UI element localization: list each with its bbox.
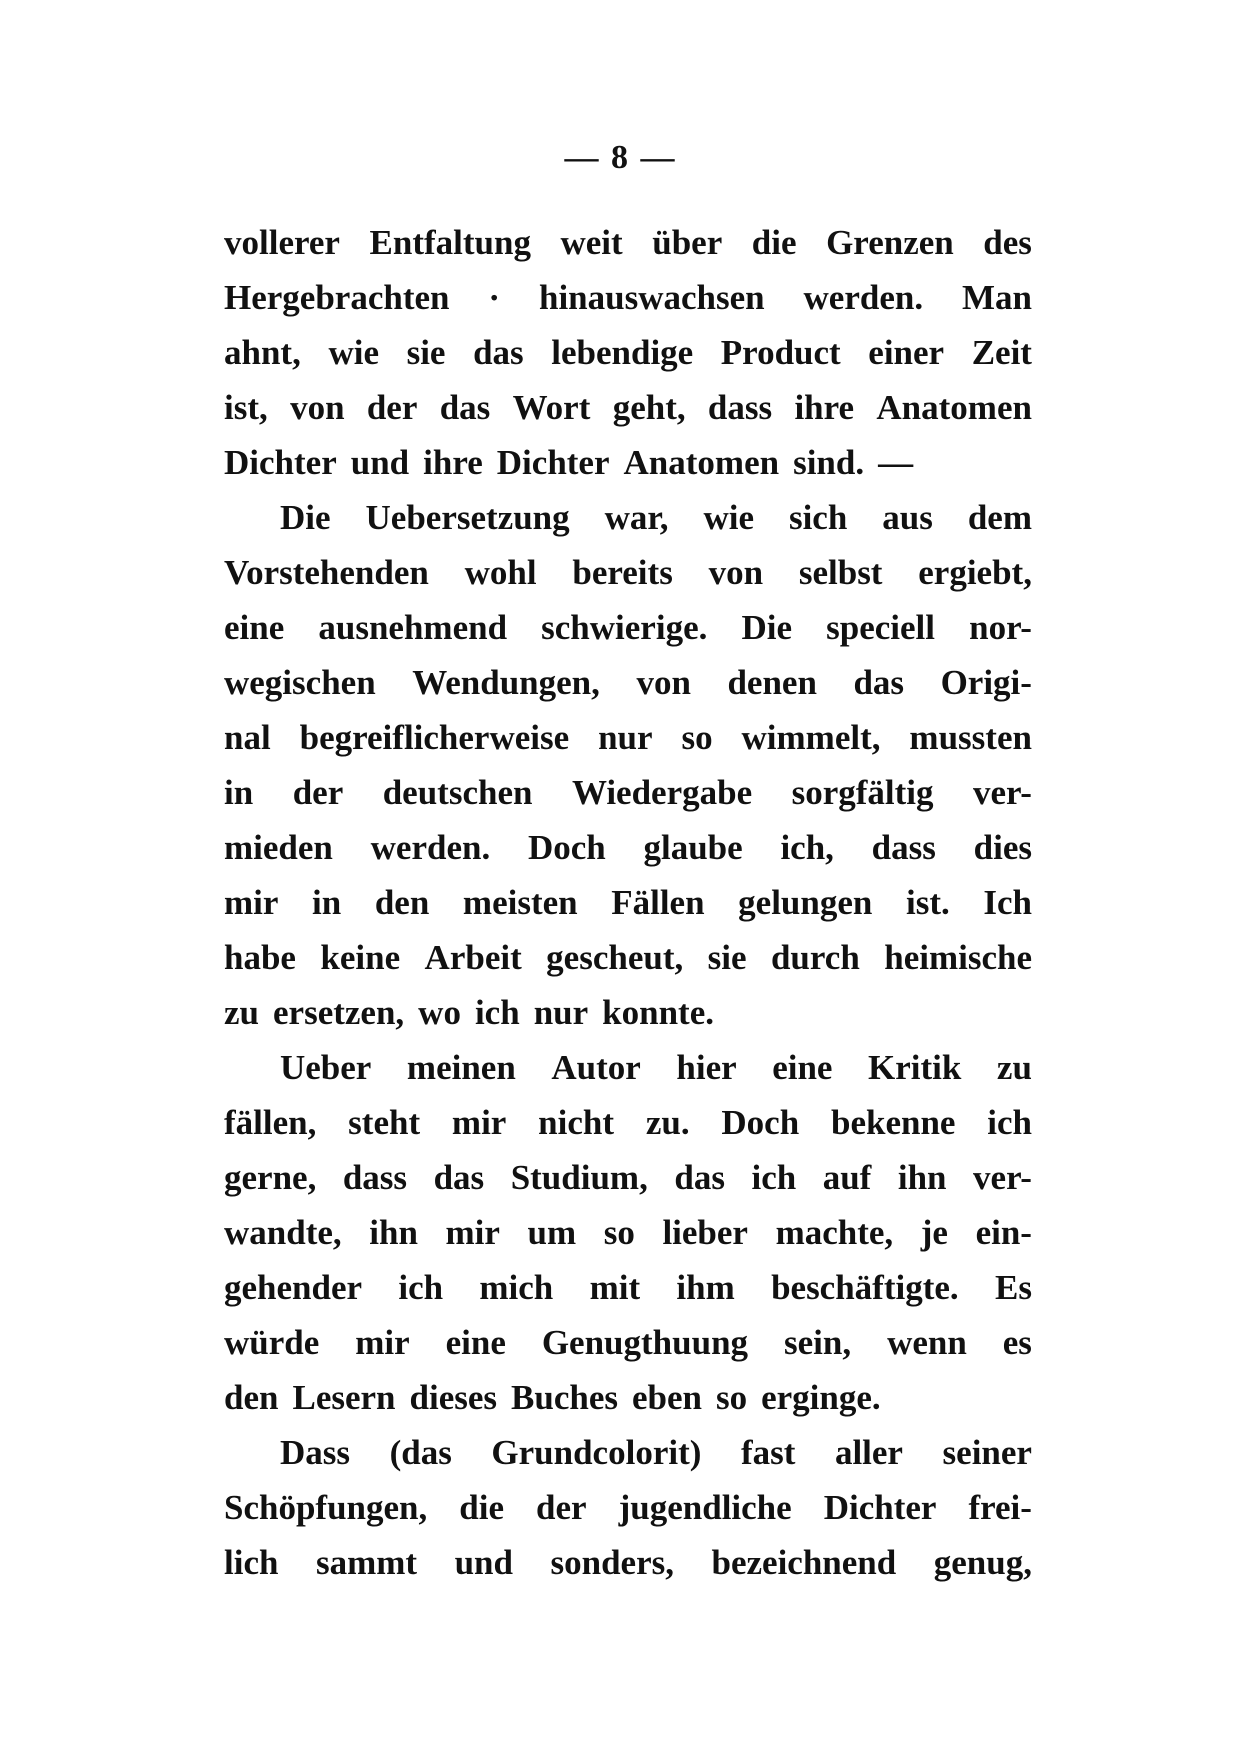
text-line: nal begreiflicherweise nur so wimmelt, mussten [224, 718, 1032, 757]
text-line: vollerer Entfaltung weit über die Grenzen des [224, 223, 1032, 262]
text-line: lich sammt und sonders, bezeichnend genug, [224, 1543, 1032, 1582]
text-line: gehender ich mich mit ihm beschäftigte. Es [224, 1268, 1032, 1307]
text-line: eine ausnehmend schwierige. Die speciell nor- [224, 608, 1032, 647]
text-line: ist, von der das Wort geht, dass ihre Anatomen [224, 388, 1032, 427]
text-line: fällen, steht mir nicht zu. Doch bekenne ich [224, 1103, 1032, 1142]
paragraph [224, 490, 1032, 1040]
text-line: mir in den meisten Fällen gelungen ist. Ich [224, 883, 1032, 922]
text-line: würde mir eine Genugthuung sein, wenn es [224, 1323, 1032, 1362]
text-line: zu ersetzen, wo ich nur konnte. [224, 993, 714, 1032]
paragraph [224, 215, 1032, 490]
paragraph [224, 1040, 1032, 1425]
text-line: gerne, dass das Studium, das ich auf ihn ver- [224, 1158, 1032, 1197]
text-line: wandte, ihn mir um so lieber machte, je ein- [224, 1213, 1032, 1252]
text-line: Ueber meinen Autor hier eine Kritik zu [280, 1048, 1032, 1087]
text-line: habe keine Arbeit gescheut, sie durch heimische [224, 938, 1032, 977]
page-number: — 8 — [564, 139, 677, 176]
text-line: Die Uebersetzung war, wie sich aus dem [280, 498, 1032, 537]
text-line: ahnt, wie sie das lebendige Product einer Zeit [224, 333, 1032, 372]
paragraph [224, 1425, 1032, 1590]
text-line: Hergebrachten · hinauswachsen werden. Man [224, 278, 1032, 317]
text-line: Vorstehenden wohl bereits von selbst ergiebt, [224, 553, 1032, 592]
text-line: mieden werden. Doch glaube ich, dass dies [224, 828, 1032, 867]
body-text [224, 215, 1032, 1590]
text-line: in der deutschen Wiedergabe sorgfältig ver- [224, 773, 1032, 812]
text-line: den Lesern dieses Buches eben so erginge. [224, 1378, 881, 1417]
text-line: Dass (das Grundcolorit) fast aller seiner [280, 1433, 1032, 1472]
text-line: wegischen Wendungen, von denen das Origi- [224, 663, 1032, 702]
text-line: Dichter und ihre Dichter Anatomen sind. — [224, 443, 914, 482]
text-line: Schöpfungen, die der jugendliche Dichter frei- [224, 1488, 1032, 1527]
